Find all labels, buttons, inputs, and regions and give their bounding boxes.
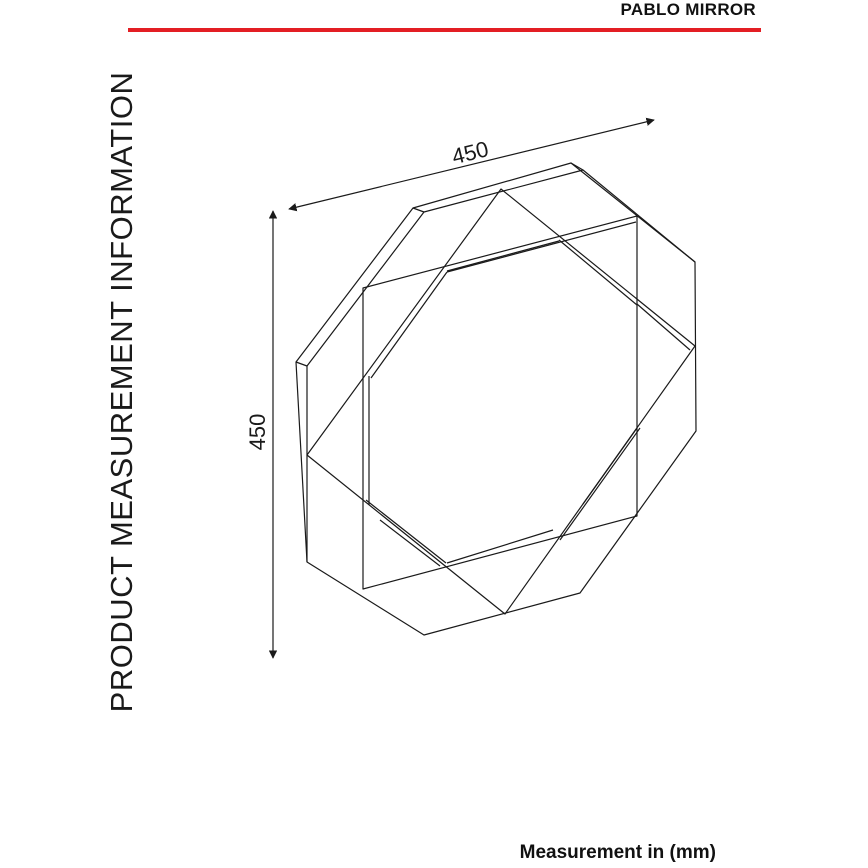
side-title: PRODUCT MEASUREMENT INFORMATION xyxy=(104,71,139,713)
mirror-outline xyxy=(296,163,696,635)
width-dimension-label: 450 xyxy=(449,136,492,170)
height-dimension-label: 450 xyxy=(245,413,270,451)
measurement-unit-note: Measurement in (mm) xyxy=(519,842,716,863)
product-name: PABLO MIRROR xyxy=(620,0,756,19)
